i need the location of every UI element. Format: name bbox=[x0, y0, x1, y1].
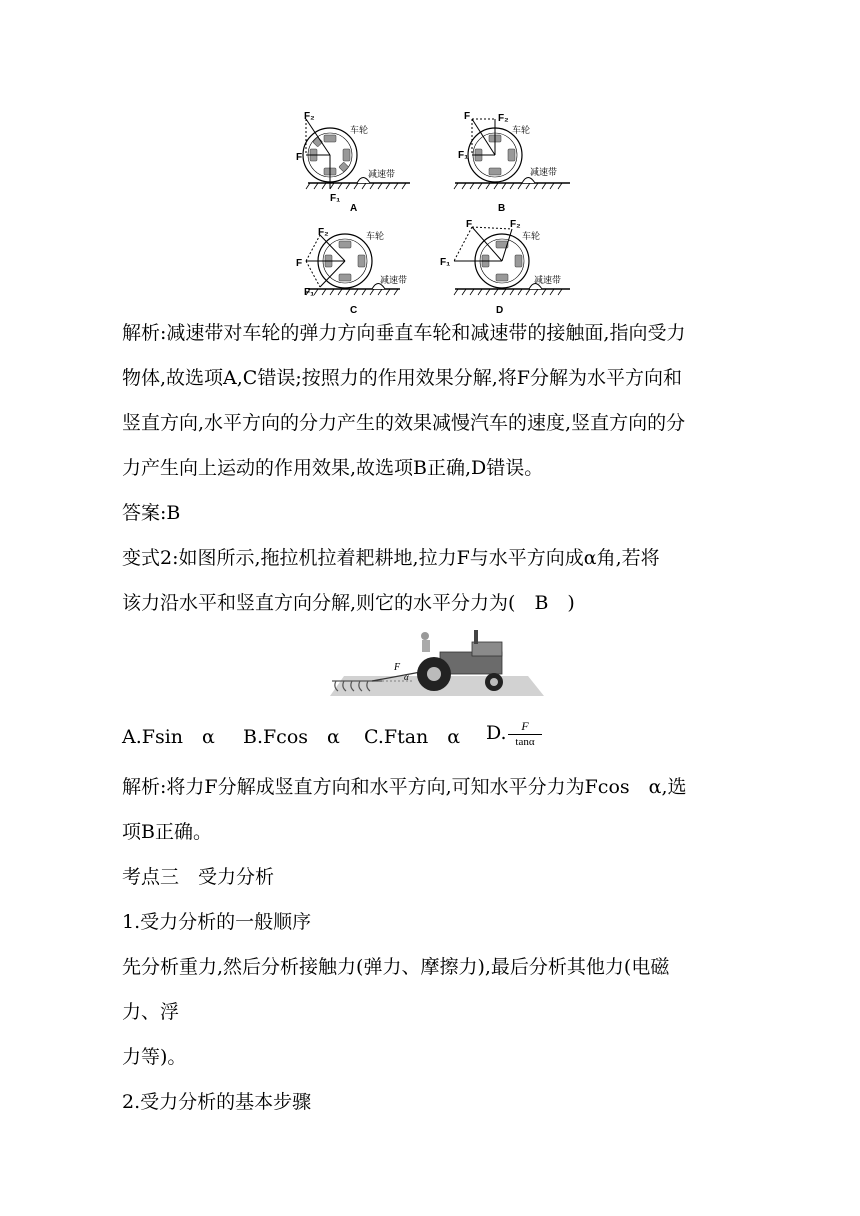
svg-text:F₂: F₂ bbox=[318, 227, 329, 238]
panel-d bbox=[440, 219, 570, 315]
svg-text:D: D bbox=[496, 305, 504, 315]
option-b: B.Fcos α bbox=[243, 726, 340, 748]
subheading-1: 1.受力分析的一般顺序 bbox=[122, 911, 312, 933]
body-line-1: 先分析重力,然后分析接触力(弹力、摩擦力),最后分析其他力(电磁 bbox=[122, 956, 670, 978]
svg-text:减速带: 减速带 bbox=[534, 276, 562, 286]
svg-text:减速带: 减速带 bbox=[380, 276, 408, 286]
tractor-angle-label: α bbox=[404, 672, 409, 682]
analysis-line-4: 力产生向上运动的作用效果,故选项B正确,D错误。 bbox=[122, 457, 544, 479]
fraction-bar bbox=[508, 734, 542, 735]
svg-text:F: F bbox=[466, 219, 473, 230]
panel-a bbox=[296, 111, 410, 214]
svg-text:C: C bbox=[350, 305, 358, 315]
analysis-line-1: 解析:减速带对车轮的弹力方向垂直车轮和减速带的接触面,指向受力 bbox=[122, 322, 686, 344]
svg-text:车轮: 车轮 bbox=[366, 232, 385, 242]
panel-b bbox=[454, 111, 570, 214]
svg-text:车轮: 车轮 bbox=[512, 126, 531, 136]
variant-question-line-1: 变式2:如图所示,拖拉机拉着耙耕地,拉力F与水平方向成α角,若将 bbox=[122, 547, 660, 569]
svg-text:F₁: F₁ bbox=[330, 193, 341, 204]
svg-text:F₂: F₂ bbox=[304, 111, 315, 122]
fraction-denominator: tanα bbox=[515, 736, 535, 748]
svg-text:B: B bbox=[498, 203, 506, 214]
option-d-prefix: D. bbox=[486, 722, 507, 744]
answer-line: 答案:B bbox=[122, 502, 181, 524]
section-heading: 考点三 受力分析 bbox=[122, 866, 275, 888]
body-line-2: 力、浮 bbox=[122, 1001, 180, 1023]
svg-text:F: F bbox=[464, 111, 471, 122]
svg-text:A: A bbox=[350, 203, 358, 214]
tractor-figure bbox=[322, 626, 552, 700]
analysis-line-2: 物体,故选项A,C错误;按照力的作用效果分解,将F分解为水平方向和 bbox=[122, 367, 682, 389]
variant-question-line-2: 该力沿水平和竖直方向分解,则它的水平分力为( B ) bbox=[122, 592, 575, 614]
option-a: A.Fsin α bbox=[122, 726, 215, 748]
wheel-force-figure bbox=[290, 105, 580, 315]
analysis2-line-1: 解析:将力F分解成竖直方向和水平方向,可知水平分力为Fcos α,选 bbox=[122, 776, 687, 798]
svg-text:F₁: F₁ bbox=[304, 287, 315, 298]
svg-text:F₁: F₁ bbox=[458, 150, 469, 161]
analysis-line-3: 竖直方向,水平方向的分力产生的效果减慢汽车的速度,竖直方向的分 bbox=[122, 412, 686, 434]
fraction-numerator: F bbox=[521, 719, 529, 733]
option-d-fraction bbox=[508, 720, 542, 749]
svg-text:F: F bbox=[296, 258, 303, 269]
tractor-force-label: F bbox=[394, 662, 401, 673]
option-c: C.Ftan α bbox=[364, 726, 461, 748]
svg-text:减速带: 减速带 bbox=[530, 168, 558, 178]
svg-text:车轮: 车轮 bbox=[522, 232, 541, 242]
subheading-2: 2.受力分析的基本步骤 bbox=[122, 1091, 312, 1113]
analysis2-line-2: 项B正确。 bbox=[122, 821, 212, 843]
svg-text:F₂: F₂ bbox=[498, 113, 509, 124]
svg-text:F₁: F₁ bbox=[440, 257, 451, 268]
svg-text:F₂: F₂ bbox=[510, 219, 521, 230]
svg-text:减速带: 减速带 bbox=[368, 170, 396, 180]
svg-text:F: F bbox=[296, 152, 303, 163]
svg-text:车轮: 车轮 bbox=[350, 126, 369, 136]
panel-c bbox=[296, 227, 407, 315]
body-line-3: 力等)。 bbox=[122, 1046, 187, 1068]
